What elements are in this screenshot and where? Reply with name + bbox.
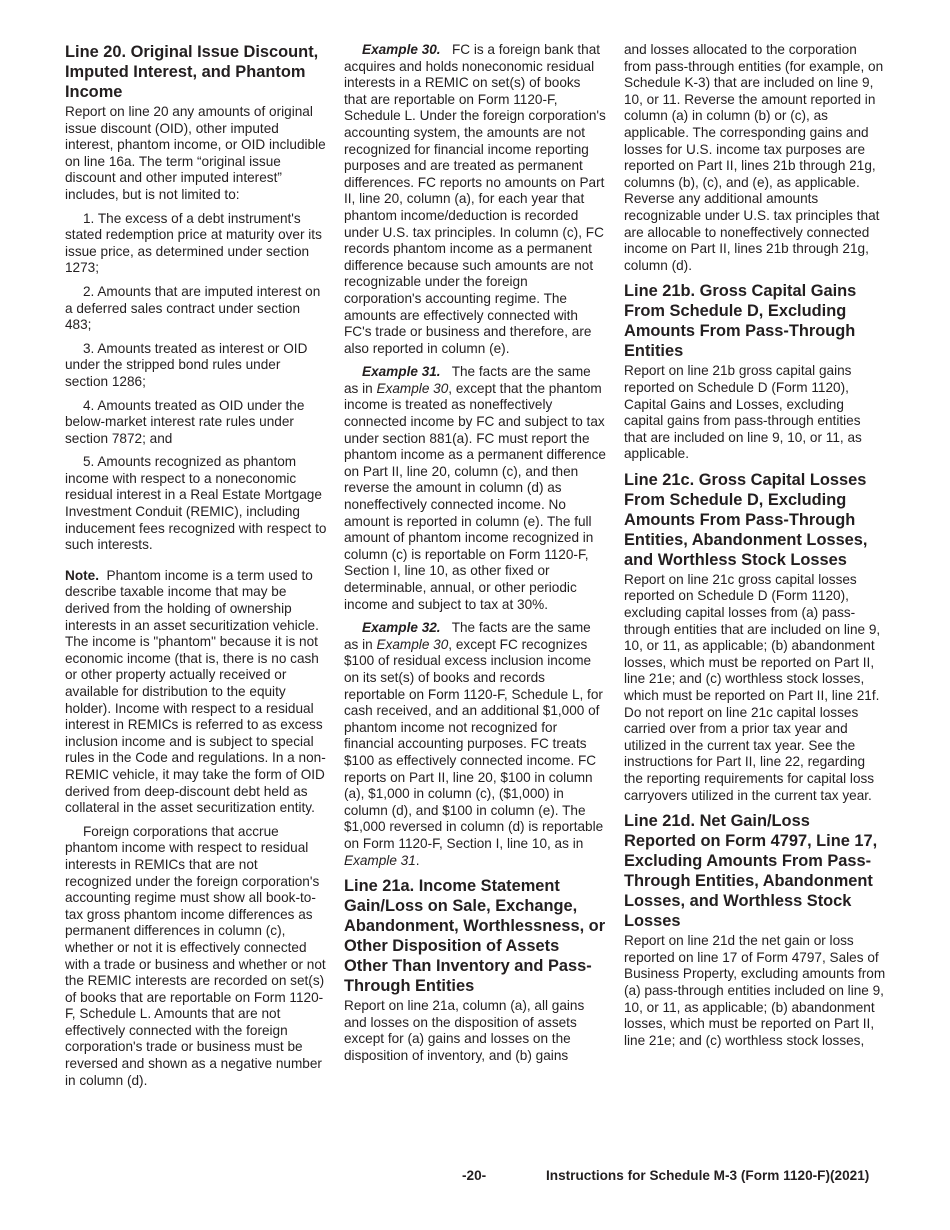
example-text: , except FC recognizes $100 of residual excess inclusion income on its set(s) of books and records reportable on Form 1120-F, Schedule L, for cash received, and an additional $1,000 of phantom income not recognized for financial accounting purposes. FC treats $100 as effectively connected income. FC reports on Part II, line 20, $100 in column (a), $1,000 in column (c), ($1,000) in column (d), and $100 in column (e). The $1,000 reversed in column (d) is reportable on Form 1120-F, Section I, line 10, as in [344, 636, 604, 851]
example-reference: Example 31 [344, 852, 416, 868]
example-text: , except that the phantom income is treated as noneffectively connected income by FC and subject to tax under section 881(a). FC must report the phantom income as a permanent difference on Part II, line 20, column (c), and then reverse the amount in column (d) as noneffectively connected income. No amount is reported in column (e). The full amount of phantom income recognized in column (c) is reportable on Form 1120-F, Section I, line 10, as other fixed or determinable, annual, or other periodic income and subject to tax at 30%. [344, 380, 606, 612]
example-30 [344, 42, 606, 357]
example-reference: Example 30 [376, 636, 449, 652]
example-text: FC is a foreign bank that acquires and holds noneconomic residual interests in a REMIC on set(s) of books that are reportable on Form 1120-F, Schedule L. Under the foreign corporation's accounting system, the amounts are not recognized for financial income reporting purposes and are treated as permanent differences. FC reports no amounts on Part II, line 20, column (a), for each year that phantom income/deduction is recorded under U.S. tax principles. In column (c), FC records phantom income as a permanent difference because such amounts are not recognizable under the foreign corporation's accounting regime. The amounts are effectively connected with FC's trade or business and therefore, are also reported in column (e). [344, 42, 606, 356]
example-32 [344, 620, 606, 869]
paragraph: Foreign corporations that accrue phantom income with respect to residual interests in REMICs that are not recognized under the foreign corporation's accounting regime must show all book-to-tax gross phantom income differences as permanent differences in column (c), whether or not it is effectively connected with a trade or business and whether or not the REMIC interests are recorded on set(s) of books that are reportable on Form 1120-F, Schedule L. Amounts that are not effectively connected with the foreign corporation's trade or business must be reversed and shown as a negative number in column (d). [65, 823, 326, 1088]
example-31 [344, 364, 606, 613]
list-item: 2. Amounts that are imputed interest on a deferred sales contract under section 483; [65, 283, 321, 333]
list-item: 5. Amounts recognized as phantom income with respect to a noneconomic residual interest in a Real Estate Mortgage Investment Conduit (REMIC), including inducement fees recognized with respect to such interests. [65, 454, 327, 553]
heading-line-20: Line 20. Original Issue Discount, Imputed Interest, and Phantom Income [65, 43, 319, 101]
footer-title: Instructions for Schedule M-3 (Form 1120-F)(2021) [546, 1168, 870, 1183]
example-text: The facts are the same as in [344, 620, 591, 652]
heading-line-21c: Line 21c. Gross Capital Losses From Schedule D, Excluding Amounts From Pass-Through Entities, Abandonment Losses, and Worthless Stock Losses [624, 470, 868, 569]
example-label: Example 30. [362, 42, 441, 57]
heading-line-21a: Line 21a. Income Statement Gain/Loss on Sale, Exchange, Abandonment, Worthlessness, or Other Disposition of Assets Other Than Inventory and Pass-Through Entities [344, 877, 606, 996]
list-item: 1. The excess of a debt instrument's stated redemption price at maturity over its issue price, as determined under section 1273; [65, 210, 322, 276]
heading-line-21b: Line 21b. Gross Capital Gains From Schedule D, Excluding Amounts From Pass-Through Entities [624, 282, 857, 361]
note-paragraph [65, 568, 327, 817]
example-label: Example 31. [362, 364, 441, 380]
note-label: Note. [65, 567, 99, 583]
example-reference: Example 30 [376, 380, 449, 396]
example-text: . [415, 852, 420, 868]
heading-line-21d: Line 21d. Net Gain/Loss Reported on Form 4797, Line 17, Excluding Amounts From Pass-Through Entities, Abandonment Losses, and Worthless Stock Losses [624, 812, 878, 931]
paragraph: Report on line 21a, column (a), all gains and losses on the disposition of assets except for (a) gains and losses on the disposition of inventory, and (b) gains [344, 998, 585, 1063]
page-number: -20- [462, 1168, 487, 1183]
paragraph: and losses allocated to the corporation from pass-through entities (for example, on Schedule K-3) that are included on line 9, 10, or 11. Reverse the amount reported in column (a) in column (b) or (c), as applicable. The corresponding gains and losses for U.S. income tax purposes are reported on Part II, lines 21b through 21g, columns (b), (c), and (e), as applicable. Reverse any additional amounts recognizable under U.S. tax principles that are allocable to noneffectively connected income on Part II, lines 21b through 21g, column (d). [624, 42, 884, 273]
paragraph: Report on line 21b gross capital gains reported on Schedule D (Form 1120), Capital Gains and Losses, excluding capital gains from pass-through entities that are included on line 9, 10, or 11, as applicable. [624, 363, 862, 462]
column-1 [65, 42, 327, 1096]
list-item: 3. Amounts treated as interest or OID under the stripped bond rules under section 1286; [65, 340, 308, 389]
column-3 [624, 42, 886, 1056]
note-text: Phantom income is a term used to describe taxable income that may be derived from the holding of ownership interests in an asset securitization vehicle. The income is "phantom" because it is not economic income (that is, there is no cash or other property actually received or available for distribution to the equity holder). Income with respect to a residual interest in REMICs is referred to as excess inclusion income and is subject to special rules in the Code and regulations. In a non-REMIC vehicle, it may take the form of OID derived from deep-discount debt held as collateral in the asset securitization entity. [65, 567, 326, 816]
paragraph: Report on line 21c gross capital losses reported on Schedule D (Form 1120), excluding capital losses from (a) pass-through entities that are included on line 9, 10, or 11, as applicable; (b) abandonment losses, which must be reported on Part II, line 21e; and (c) worthless stock losses, which must be reported on Part II, line 21f. Do not report on line 21c capital losses carried over from a prior tax year and utilized in the current tax year. See the instructions for Part II, line 22, regarding the reporting requirements for capital loss carryovers utilized in the current tax year. [624, 571, 881, 803]
example-text: The facts are the same as in [344, 364, 591, 396]
paragraph: Report on line 20 any amounts of original issue discount (OID), other imputed interest, phantom income, or OID includible on line 16a. The term “original issue discount and other imputed interest” includes, but is not limited to: [65, 104, 326, 202]
example-label: Example 32. [362, 620, 441, 636]
list-item: 4. Amounts treated as OID under the below-market interest rate rules under section 7872; and [65, 397, 305, 446]
paragraph: Report on line 21d the net gain or loss reported on line 17 of Form 4797, Sales of Business Property, excluding amounts from (a) pass-through entities included on line 9, 10, or 11, as applicable; (b) abandonment losses, which must be reported on Part II, line 21e; and (c) worthless stock losses, [624, 933, 886, 1048]
column-2 [344, 42, 606, 1071]
